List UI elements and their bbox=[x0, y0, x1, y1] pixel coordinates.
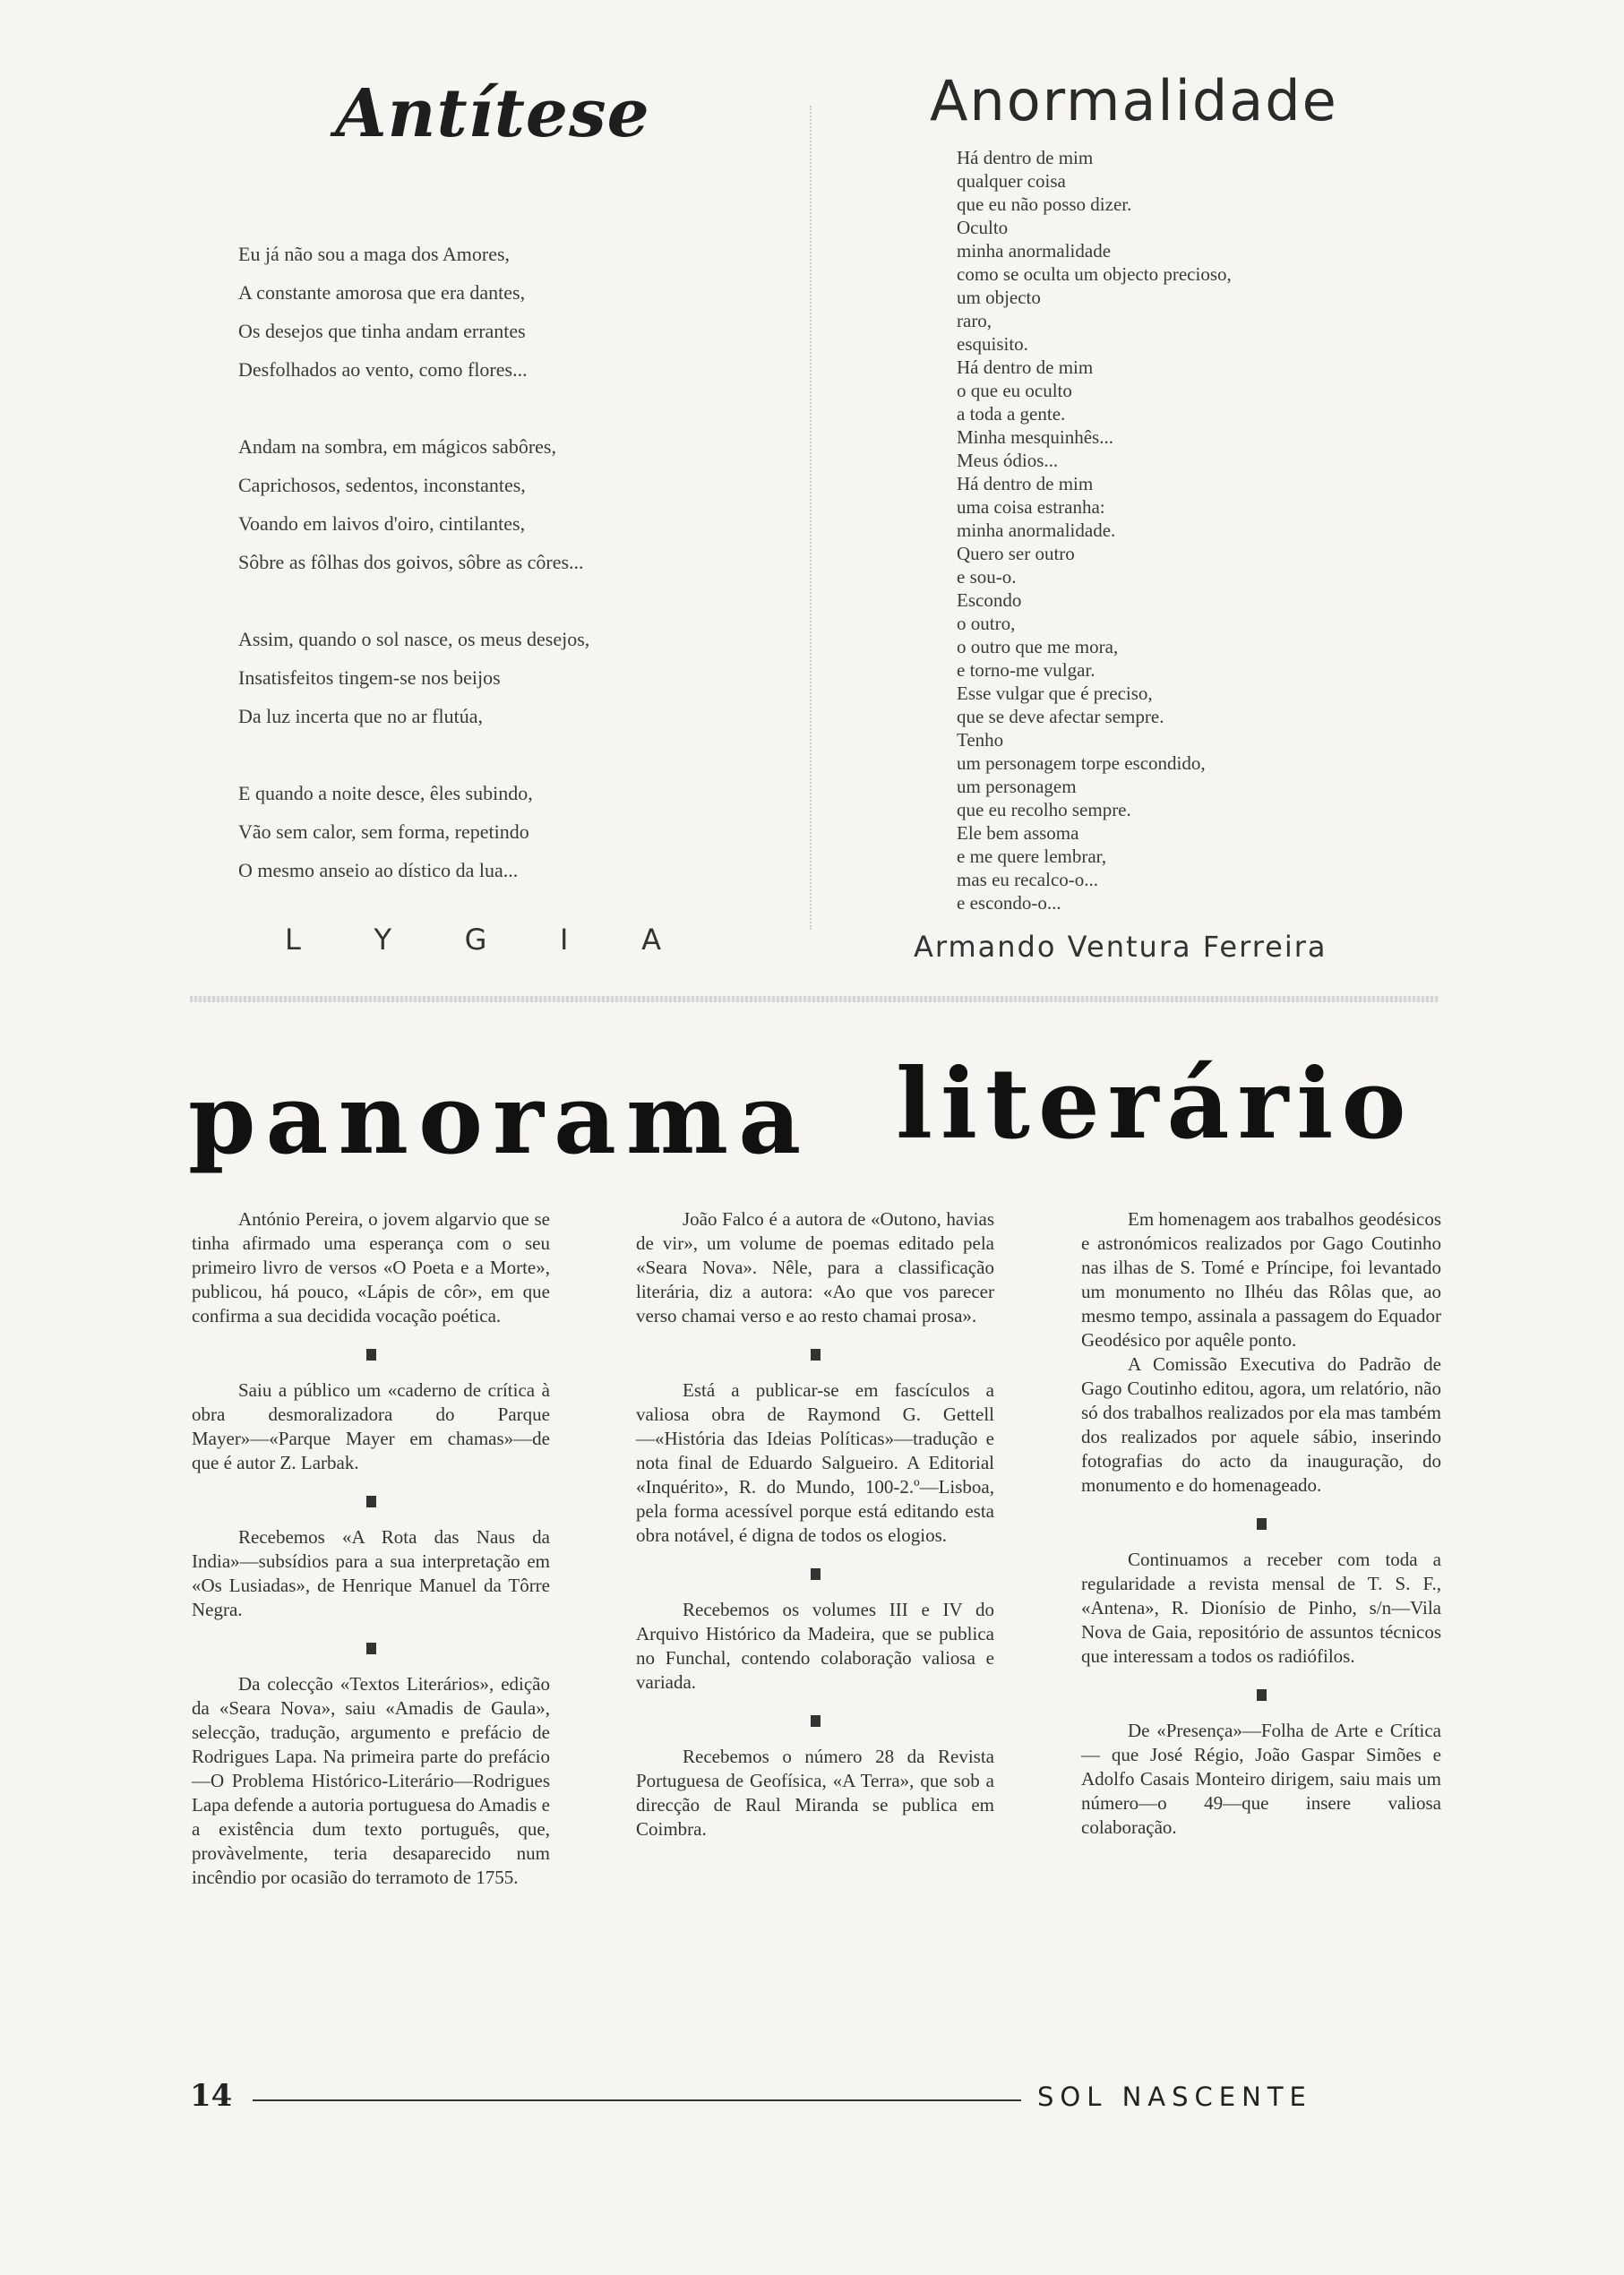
stanza bbox=[238, 427, 794, 581]
section-title-word-2: literário bbox=[896, 1048, 1414, 1161]
poem-line: Há dentro de mim bbox=[957, 473, 1094, 494]
footer-rule bbox=[253, 2099, 1021, 2101]
separator-icon bbox=[636, 1713, 994, 1729]
poem-line: E quando a noite desce, êles subindo, bbox=[238, 782, 533, 804]
separator-icon bbox=[1081, 1687, 1441, 1703]
poem-line: Há dentro de mim bbox=[957, 356, 1094, 378]
author-letter: I bbox=[560, 923, 569, 957]
poem-line: um personagem bbox=[957, 776, 1077, 797]
separator-icon bbox=[192, 1493, 550, 1509]
poem-line: O mesmo anseio ao dístico da lua... bbox=[238, 859, 519, 881]
news-item: Está a publicar-se em fascículos a valiosa obra de Raymond G. Gettell—«História das Ideias Políticas»—tradução e nota final de Eduardo Salgueiro. A Editorial «Inquérito», R. do Mundo, 100-2.º—Lisboa, pela forma acessível porque está editando esta obra notável, é digna de todos os elogios. bbox=[636, 1379, 994, 1546]
poem-line: uma coisa estranha: bbox=[957, 496, 1105, 518]
poem-line: Insatisfeitos tingem-se nos beijos bbox=[238, 666, 501, 689]
section-title-word-1: panorama bbox=[188, 1063, 812, 1176]
poem-line: qualquer coisa bbox=[957, 170, 1066, 192]
poem-line: esquisito. bbox=[957, 333, 1028, 355]
poem-line: como se oculta um objecto precioso, bbox=[957, 263, 1232, 285]
poem-line: Voando em laivos d'oiro, cintilantes, bbox=[238, 512, 526, 535]
poem-line: Quero ser outro bbox=[957, 543, 1075, 564]
poem-line: Há dentro de mim bbox=[957, 147, 1094, 168]
news-column-1 bbox=[192, 1207, 550, 1890]
news-item: Da colecção «Textos Literários», edição da «Seara Nova», saiu «Amadis de Gaula», selecção, tradução, argumento e prefácio de Rodrigues Lapa. Na primeira parte do prefácio—O Problema Histórico-Literário—Rodrigues Lapa defende a autoria portuguesa do Amadis e a existência dum texto português, que, provàvelmente, teria desaparecido num incêndio por ocasião do terramoto de 1755. bbox=[192, 1673, 550, 1888]
separator-icon bbox=[192, 1346, 550, 1362]
poem-line: e escondo-o... bbox=[957, 892, 1061, 914]
poem-line: Esse vulgar que é preciso, bbox=[957, 682, 1153, 704]
anormalidade-poem bbox=[957, 146, 1458, 914]
poem-line: Escondo bbox=[957, 589, 1022, 611]
news-item: Recebemos «A Rota das Naus da India»—subsídios para a sua interpretação em «Os Lusiadas», de Henrique Manuel da Tôrre Negra. bbox=[192, 1526, 550, 1620]
antitese-author bbox=[285, 923, 661, 957]
news-item: João Falco é a autora de «Outono, havias de vir», um volume de poemas editado pela «Seara Nova». Nêle, para a classificação literária, diz a autora: «Ao que vos parecer verso chamai verso e ao resto chamai prosa». bbox=[636, 1208, 994, 1326]
news-item: Em homenagem aos trabalhos geodésicos e astronómicos realizados por Gago Coutinho nas ilhas de S. Tomé e Príncipe, foi levantado um monumento no Ilhéu das Rôlas que, ao mesmo tempo, assinala a passagem do Equador Geodésico por aquêle ponto. bbox=[1081, 1208, 1441, 1351]
poem-line: que se deve afectar sempre. bbox=[957, 706, 1164, 727]
news-item: Recebemos o número 28 da Revista Portuguesa de Geofísica, «A Terra», que sob a direcção de Raul Miranda se publica em Coimbra. bbox=[636, 1746, 994, 1840]
poem-line: o outro que me mora, bbox=[957, 636, 1119, 657]
poem-line: que eu não posso dizer. bbox=[957, 193, 1132, 215]
news-item: António Pereira, o jovem algarvio que se tinha afirmado uma esperança com o seu primeiro livro de versos «O Poeta e a Morte», publicou, há pouco, «Lápis de côr», em que confirma a sua decidida vocação poética. bbox=[192, 1208, 550, 1326]
poem-line: Desfolhados ao vento, como flores... bbox=[238, 358, 528, 381]
poem-line: um objecto bbox=[957, 287, 1041, 308]
author-letter: G bbox=[464, 923, 487, 957]
poem-line: mas eu recalco-o... bbox=[957, 869, 1099, 890]
anormalidade-title: Anormalidade bbox=[930, 68, 1338, 133]
poem-line: Sôbre as fôlhas dos goivos, sôbre as côres... bbox=[238, 551, 584, 573]
news-item: A Comissão Executiva do Padrão de Gago Coutinho editou, agora, um relatório, não só dos trabalhos realizados por ela mas também dos realizados por aquele sábio, inserindo fotografias do acto da inauguração, do monumento e do homenageado. bbox=[1081, 1353, 1441, 1496]
separator-icon bbox=[1081, 1515, 1441, 1532]
poem-line: minha anormalidade. bbox=[957, 519, 1116, 541]
news-column-2 bbox=[636, 1207, 994, 1841]
stanza bbox=[238, 620, 794, 735]
poem-line: a toda a gente. bbox=[957, 403, 1066, 425]
separator-icon bbox=[636, 1566, 994, 1582]
poem-line: A constante amorosa que era dantes, bbox=[238, 281, 526, 304]
poem-line: Minha mesquinhês... bbox=[957, 426, 1113, 448]
news-item: De «Presença»—Folha de Arte e Crítica— que José Régio, João Gaspar Simões e Adolfo Casais Monteiro dirigem, saiu mais um número—o 49—que insere valiosa colaboração. bbox=[1081, 1720, 1441, 1838]
poem-line: Assim, quando o sol nasce, os meus desejos, bbox=[238, 628, 590, 650]
poem-line: que eu recolho sempre. bbox=[957, 799, 1131, 820]
news-item: Recebemos os volumes III e IV do Arquivo Histórico da Madeira, que se publica no Funchal, contendo colaboração valiosa e variada. bbox=[636, 1599, 994, 1693]
news-item: Saiu a público um «caderno de crítica à obra desmoralizadora do Parque Mayer»—«Parque Mayer em chamas»—de que é autor Z. Larbak. bbox=[192, 1379, 550, 1473]
author-letter: Y bbox=[374, 923, 391, 957]
poem-line: e me quere lembrar, bbox=[957, 846, 1107, 867]
stanza bbox=[238, 235, 794, 389]
news-item: Continuamos a receber com toda a regularidade a revista mensal de T. S. F., «Antena», R. Dionísio de Pinho, s/n—Vila Nova de Gaia, repositório de assuntos técnicos que interessam a todos os radiófilos. bbox=[1081, 1549, 1441, 1667]
poem-line: Da luz incerta que no ar flutúa, bbox=[238, 705, 484, 727]
news-column-3 bbox=[1081, 1207, 1441, 1840]
poem-line: raro, bbox=[957, 310, 992, 331]
anormalidade-author: Armando Ventura Ferreira bbox=[914, 930, 1328, 964]
poem-line: Ele bem assoma bbox=[957, 822, 1079, 844]
poem-line: minha anormalidade bbox=[957, 240, 1112, 262]
poem-line: e torno-me vulgar. bbox=[957, 659, 1096, 681]
poem-line: Andam na sombra, em mágicos sabôres, bbox=[238, 435, 556, 458]
poem-line: Caprichosos, sedentos, inconstantes, bbox=[238, 474, 526, 496]
section-divider bbox=[190, 996, 1439, 1002]
poem-line: Os desejos que tinha andam errantes bbox=[238, 320, 526, 342]
antitese-title: Antítese bbox=[335, 75, 650, 152]
poem-line: Oculto bbox=[957, 217, 1009, 238]
poem-line: o outro, bbox=[957, 613, 1016, 634]
separator-icon bbox=[192, 1640, 550, 1656]
poem-line: Eu já não sou a maga dos Amores, bbox=[238, 243, 511, 265]
page-number: 14 bbox=[190, 2078, 233, 2114]
poem-line: Vão sem calor, sem forma, repetindo bbox=[238, 820, 529, 843]
author-letter: A bbox=[641, 923, 661, 957]
antitese-poem bbox=[238, 235, 794, 928]
magazine-title: SOL NASCENTE bbox=[1037, 2082, 1312, 2112]
author-letter: L bbox=[285, 923, 301, 957]
separator-icon bbox=[636, 1346, 994, 1362]
poem-line: o que eu oculto bbox=[957, 380, 1072, 401]
poem-line: um personagem torpe escondido, bbox=[957, 752, 1206, 774]
poem-line: Meus ódios... bbox=[957, 450, 1059, 471]
stanza bbox=[238, 774, 794, 889]
poem-line: e sou-o. bbox=[957, 566, 1017, 588]
column-divider bbox=[810, 106, 812, 930]
poem-line: Tenho bbox=[957, 729, 1004, 751]
